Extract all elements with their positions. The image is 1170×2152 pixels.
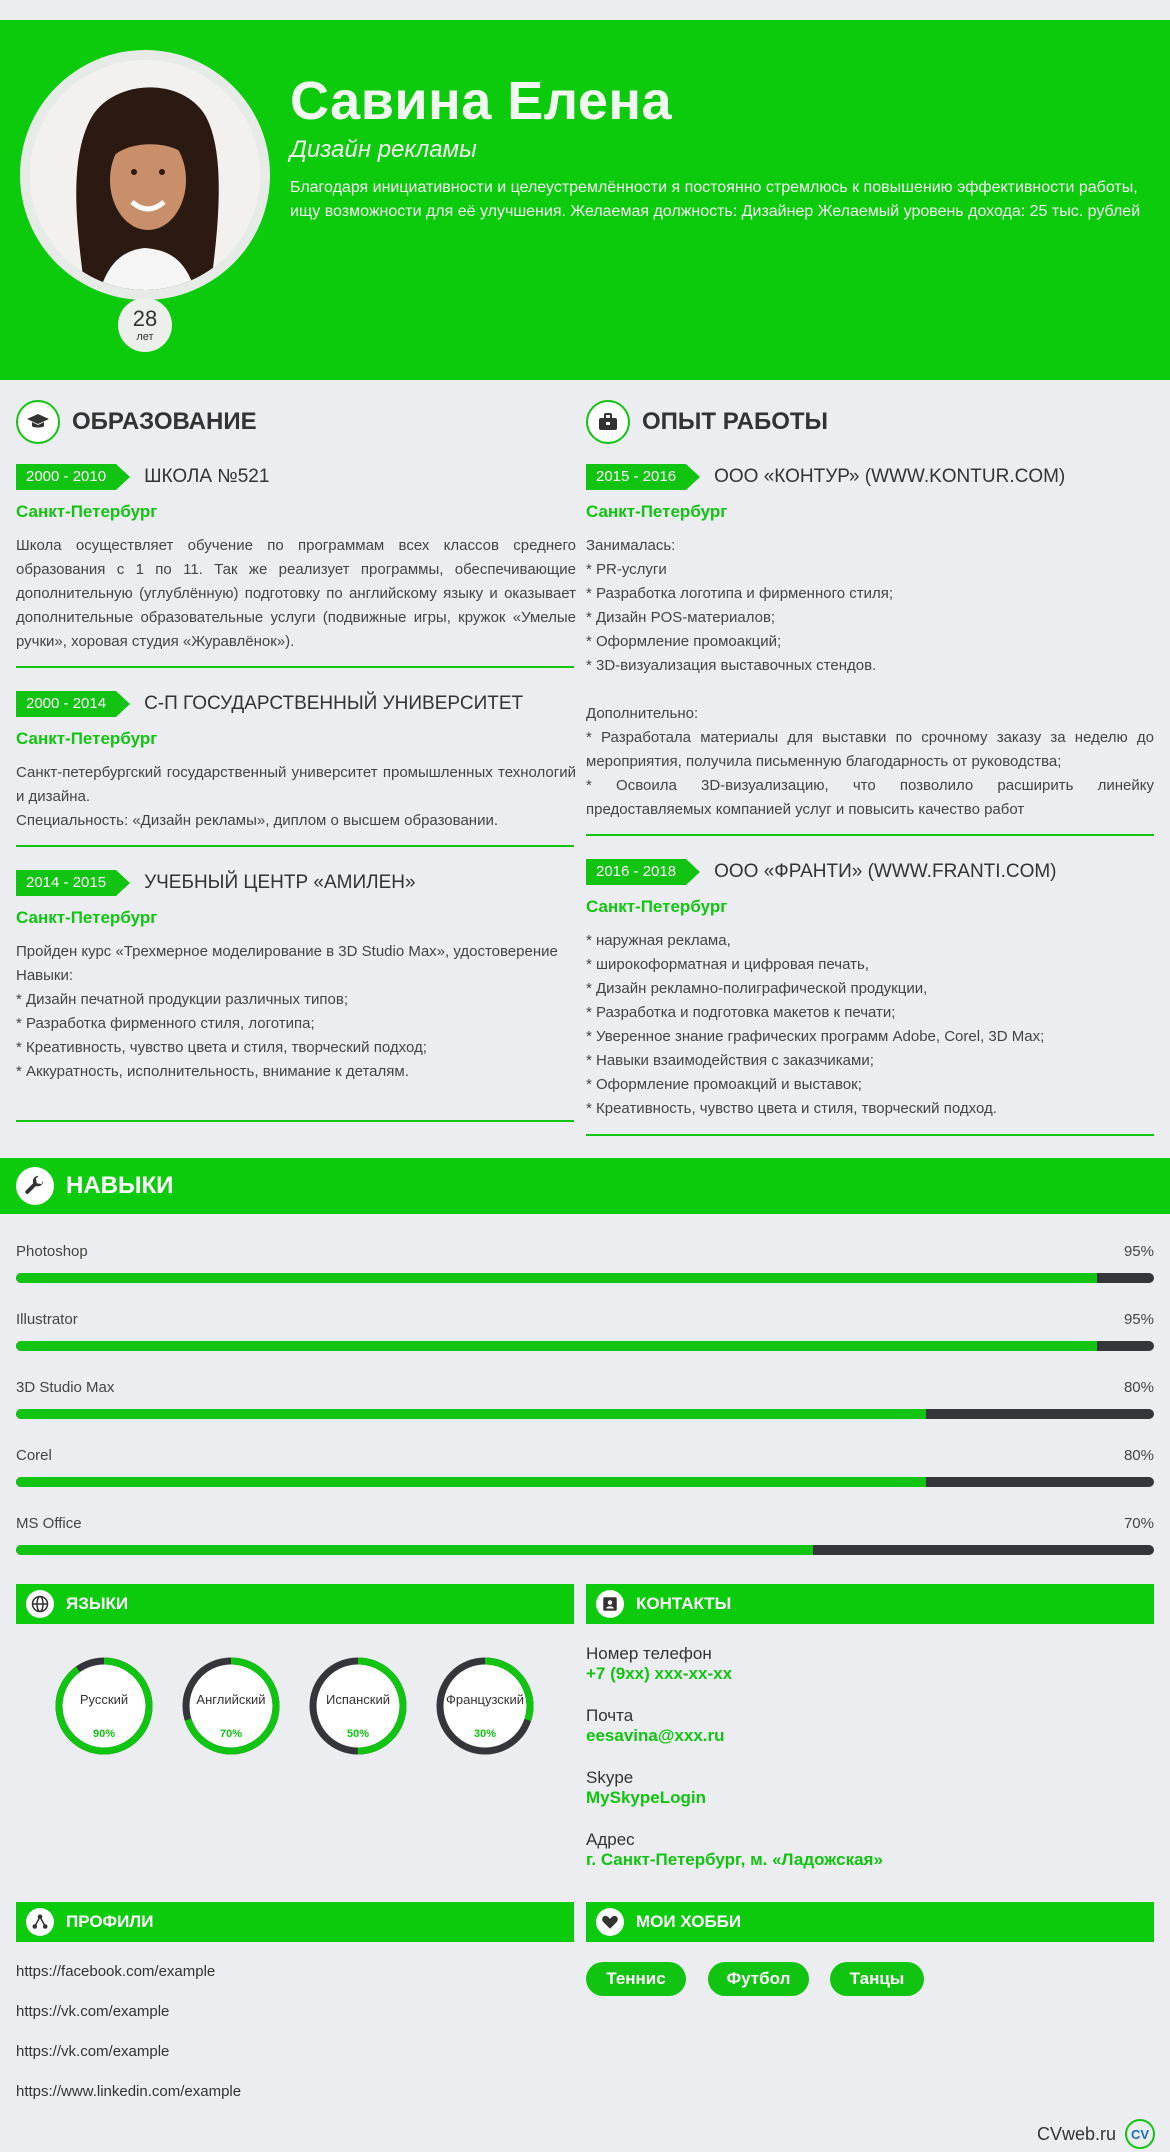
skills-heading bbox=[0, 1158, 1170, 1214]
skill-name: Photoshop bbox=[16, 1243, 88, 1260]
language-percent: 70% bbox=[219, 1728, 243, 1740]
contact-label: Адрес bbox=[586, 1830, 635, 1849]
resume-header bbox=[0, 20, 1170, 380]
contacts-title: КОНТАКТЫ bbox=[636, 1594, 732, 1613]
profiles-title: ПРОФИЛИ bbox=[66, 1912, 154, 1931]
education-entry bbox=[16, 870, 576, 1084]
date-tag: 2015 - 2016 bbox=[586, 464, 686, 490]
contact-email bbox=[586, 1706, 725, 1746]
language-circle bbox=[181, 1656, 281, 1756]
phone-value[interactable]: +7 (9xx) xxx-xx-xx bbox=[586, 1664, 733, 1683]
skill-percent: 95% bbox=[1123, 1243, 1154, 1260]
contact-label: Почта bbox=[586, 1706, 634, 1725]
divider bbox=[16, 666, 574, 668]
contact-skype bbox=[586, 1768, 706, 1808]
experience-entry bbox=[586, 464, 1154, 822]
svg-text:CV: CV bbox=[1130, 2127, 1150, 2142]
skill-bar bbox=[16, 1273, 1154, 1283]
experience-heading bbox=[586, 400, 828, 444]
language-percent: 30% bbox=[473, 1728, 497, 1740]
divider bbox=[16, 1120, 574, 1122]
age-badge bbox=[118, 298, 172, 352]
brand-text: CVweb.ru bbox=[1036, 2123, 1116, 2144]
language-name: Французский bbox=[446, 1692, 524, 1707]
skill-percent: 80% bbox=[1123, 1447, 1154, 1464]
language-circle bbox=[308, 1656, 408, 1756]
skill-row bbox=[16, 1447, 1154, 1487]
entry-title: С-П ГОСУДАРСТВЕННЫЙ УНИВЕРСИТЕТ bbox=[144, 693, 524, 714]
skill-bar-fill bbox=[16, 1273, 1097, 1283]
avatar-frame bbox=[20, 50, 270, 300]
entry-city: Санкт-Петербург bbox=[16, 502, 158, 521]
footer-brand[interactable] bbox=[1037, 2118, 1156, 2150]
language-name: Испанский bbox=[325, 1692, 390, 1707]
briefcase-icon bbox=[586, 400, 630, 444]
contact-phone bbox=[586, 1644, 732, 1684]
hobbies-title: МОИ ХОББИ bbox=[636, 1912, 742, 1931]
avatar-portrait bbox=[30, 60, 260, 290]
entry-description: Занималась: * PR-услуги * Разработка логотипа и фирменного стиля; * Дизайн POS-материалов; * Оформление промоакций; * 3D-визуализация выставочных стендов. Дополнительно: * Разработала материалы для выставки по срочному заказу за неделю до мероприятия, получила письменную благодарность от руководства; * Освоила 3D-визуализацию, что позволило расширить линейку предоставляемых компанией услуг и повысить качество работ bbox=[586, 537, 1154, 818]
globe-icon bbox=[26, 1590, 54, 1618]
address-value: г. Санкт-Петербург, м. «Ладожская» bbox=[586, 1850, 883, 1869]
skill-percent: 95% bbox=[1123, 1311, 1154, 1328]
cvweb-logo-icon bbox=[1124, 2118, 1156, 2150]
divider bbox=[586, 834, 1154, 836]
entry-title: ООО «ФРАНТИ» (WWW.FRANTI.COM) bbox=[714, 861, 1057, 882]
skill-percent: 70% bbox=[1123, 1515, 1154, 1532]
education-entry bbox=[16, 464, 576, 654]
profile-link-facebook[interactable]: https://facebook.com/example bbox=[16, 1963, 216, 1980]
profile-link-vk[interactable]: https://vk.com/example bbox=[16, 2043, 170, 2060]
experience-entry bbox=[586, 859, 1154, 1121]
entry-city: Санкт-Петербург bbox=[586, 502, 728, 521]
skill-row bbox=[16, 1243, 1154, 1283]
skill-bar bbox=[16, 1545, 1154, 1555]
hobbies-heading bbox=[586, 1902, 1154, 1942]
skill-bar bbox=[16, 1477, 1154, 1487]
skill-row bbox=[16, 1311, 1154, 1351]
graduation-cap-icon bbox=[16, 400, 60, 444]
skill-name: MS Office bbox=[16, 1515, 82, 1532]
language-percent: 90% bbox=[92, 1728, 116, 1740]
languages-heading bbox=[16, 1584, 574, 1624]
skill-name: Illustrator bbox=[16, 1311, 78, 1328]
contact-label: Номер телефон bbox=[586, 1644, 712, 1663]
date-tag: 2000 - 2014 bbox=[16, 691, 116, 717]
skill-bar-fill bbox=[16, 1341, 1097, 1351]
divider bbox=[16, 845, 574, 847]
entry-title: ШКОЛА №521 bbox=[144, 466, 270, 487]
entry-description: Пройден курс «Трехмерное моделирование в 3D Studio Max», удостоверение Навыки: * Дизайн печатной продукции различных типов; * Разработка фирменного стиля, логотипа; * Креативность, чувство цвета и стиля, творческий подход; * Аккуратность, исполнительность, внимание к деталям. bbox=[16, 943, 558, 1080]
avatar bbox=[30, 60, 260, 290]
language-circle bbox=[435, 1656, 535, 1756]
about-text: Благодаря инициативности и целеустремлённости я постоянно стремлюсь к повышению эффективности работы, ищу возможности для её улучшения. Желаемая должность: Дизайнер Желаемый уровень дохода: 25 тыс. рублей bbox=[290, 179, 1141, 220]
profiles-heading bbox=[16, 1902, 574, 1942]
entry-city: Санкт-Петербург bbox=[16, 908, 158, 927]
education-entry bbox=[16, 691, 576, 833]
entry-description: * наружная реклама, * широкоформатная и цифровая печать, * Дизайн рекламно-полиграфической продукции, * Разработка и подготовка макетов к печати; * Уверенное знание графических программ Adobe, Corel, 3D Max; * Навыки взаимодействия с заказчиками; * Оформление промоакций и выставок; * Креативность, чувство цвета и стиля, творческий подход. bbox=[586, 932, 1045, 1117]
divider bbox=[586, 1134, 1154, 1136]
entry-title: УЧЕБНЫЙ ЦЕНТР «АМИЛЕН» bbox=[144, 872, 416, 893]
hobby-tag: Танцы bbox=[830, 1962, 924, 1996]
skill-row bbox=[16, 1515, 1154, 1555]
profile-link-vk[interactable]: https://vk.com/example bbox=[16, 2003, 170, 2020]
profile-link-linkedin[interactable]: https://www.linkedin.com/example bbox=[16, 2083, 242, 2100]
skill-name: 3D Studio Max bbox=[16, 1379, 115, 1396]
entry-description: Санкт-петербургский государственный университет промышленных технологий и дизайна. Специальность: «Дизайн рекламы», диплом о высшем образовании. bbox=[16, 764, 576, 829]
heart-icon bbox=[596, 1908, 624, 1936]
entry-title: ООО «КОНТУР» (WWW.KONTUR.COM) bbox=[714, 466, 1066, 487]
skill-bar-fill bbox=[16, 1477, 926, 1487]
language-circle bbox=[54, 1656, 154, 1756]
contact-card-icon bbox=[596, 1590, 624, 1618]
date-tag: 2016 - 2018 bbox=[586, 859, 686, 885]
experience-title: ОПЫТ РАБОТЫ bbox=[642, 408, 829, 435]
languages-title: ЯЗЫКИ bbox=[66, 1594, 129, 1613]
education-heading bbox=[16, 400, 257, 444]
hobby-tag: Футбол bbox=[708, 1962, 809, 1996]
entry-city: Санкт-Петербург bbox=[586, 897, 728, 916]
skype-link[interactable]: MySkypeLogin bbox=[586, 1788, 706, 1807]
age-unit: лет bbox=[136, 331, 154, 343]
age-number: 28 bbox=[132, 306, 158, 331]
contact-address bbox=[586, 1830, 883, 1870]
person-role: Дизайн рекламы bbox=[290, 136, 477, 163]
skill-name: Corel bbox=[16, 1447, 52, 1464]
contact-label: Skype bbox=[586, 1768, 634, 1787]
share-icon bbox=[26, 1908, 54, 1936]
skill-bar-fill bbox=[16, 1545, 813, 1555]
skills-title: НАВЫКИ bbox=[66, 1172, 174, 1199]
person-name: Савина Елена bbox=[290, 71, 673, 131]
language-percent: 50% bbox=[346, 1728, 370, 1740]
date-tag: 2000 - 2010 bbox=[16, 464, 116, 490]
language-name: Русский bbox=[79, 1692, 129, 1707]
contacts-heading bbox=[586, 1584, 1154, 1624]
education-title: ОБРАЗОВАНИЕ bbox=[72, 408, 257, 435]
skill-percent: 80% bbox=[1123, 1379, 1154, 1396]
skill-bar-fill bbox=[16, 1409, 926, 1419]
wrench-icon bbox=[16, 1167, 54, 1205]
date-tag: 2014 - 2015 bbox=[16, 870, 116, 896]
skill-row bbox=[16, 1379, 1154, 1419]
language-name: Английский bbox=[196, 1692, 266, 1707]
skill-bar bbox=[16, 1409, 1154, 1419]
entry-description: Школа осуществляет обучение по программам всех классов среднего образования с 1 по 11. Так же реализует программы, обеспечивающие дополнительную (углублённую) подготовку по английскому языку и оказывает дополнительные образовательные услуги (подвижные игры, кружок «Умелые ручки», хоровая студия «Журавлёнок»). bbox=[16, 537, 576, 650]
entry-city: Санкт-Петербург bbox=[16, 729, 158, 748]
email-link[interactable]: eesavina@xxx.ru bbox=[586, 1726, 725, 1745]
skill-bar bbox=[16, 1341, 1154, 1351]
hobby-tag: Теннис bbox=[586, 1962, 686, 1996]
